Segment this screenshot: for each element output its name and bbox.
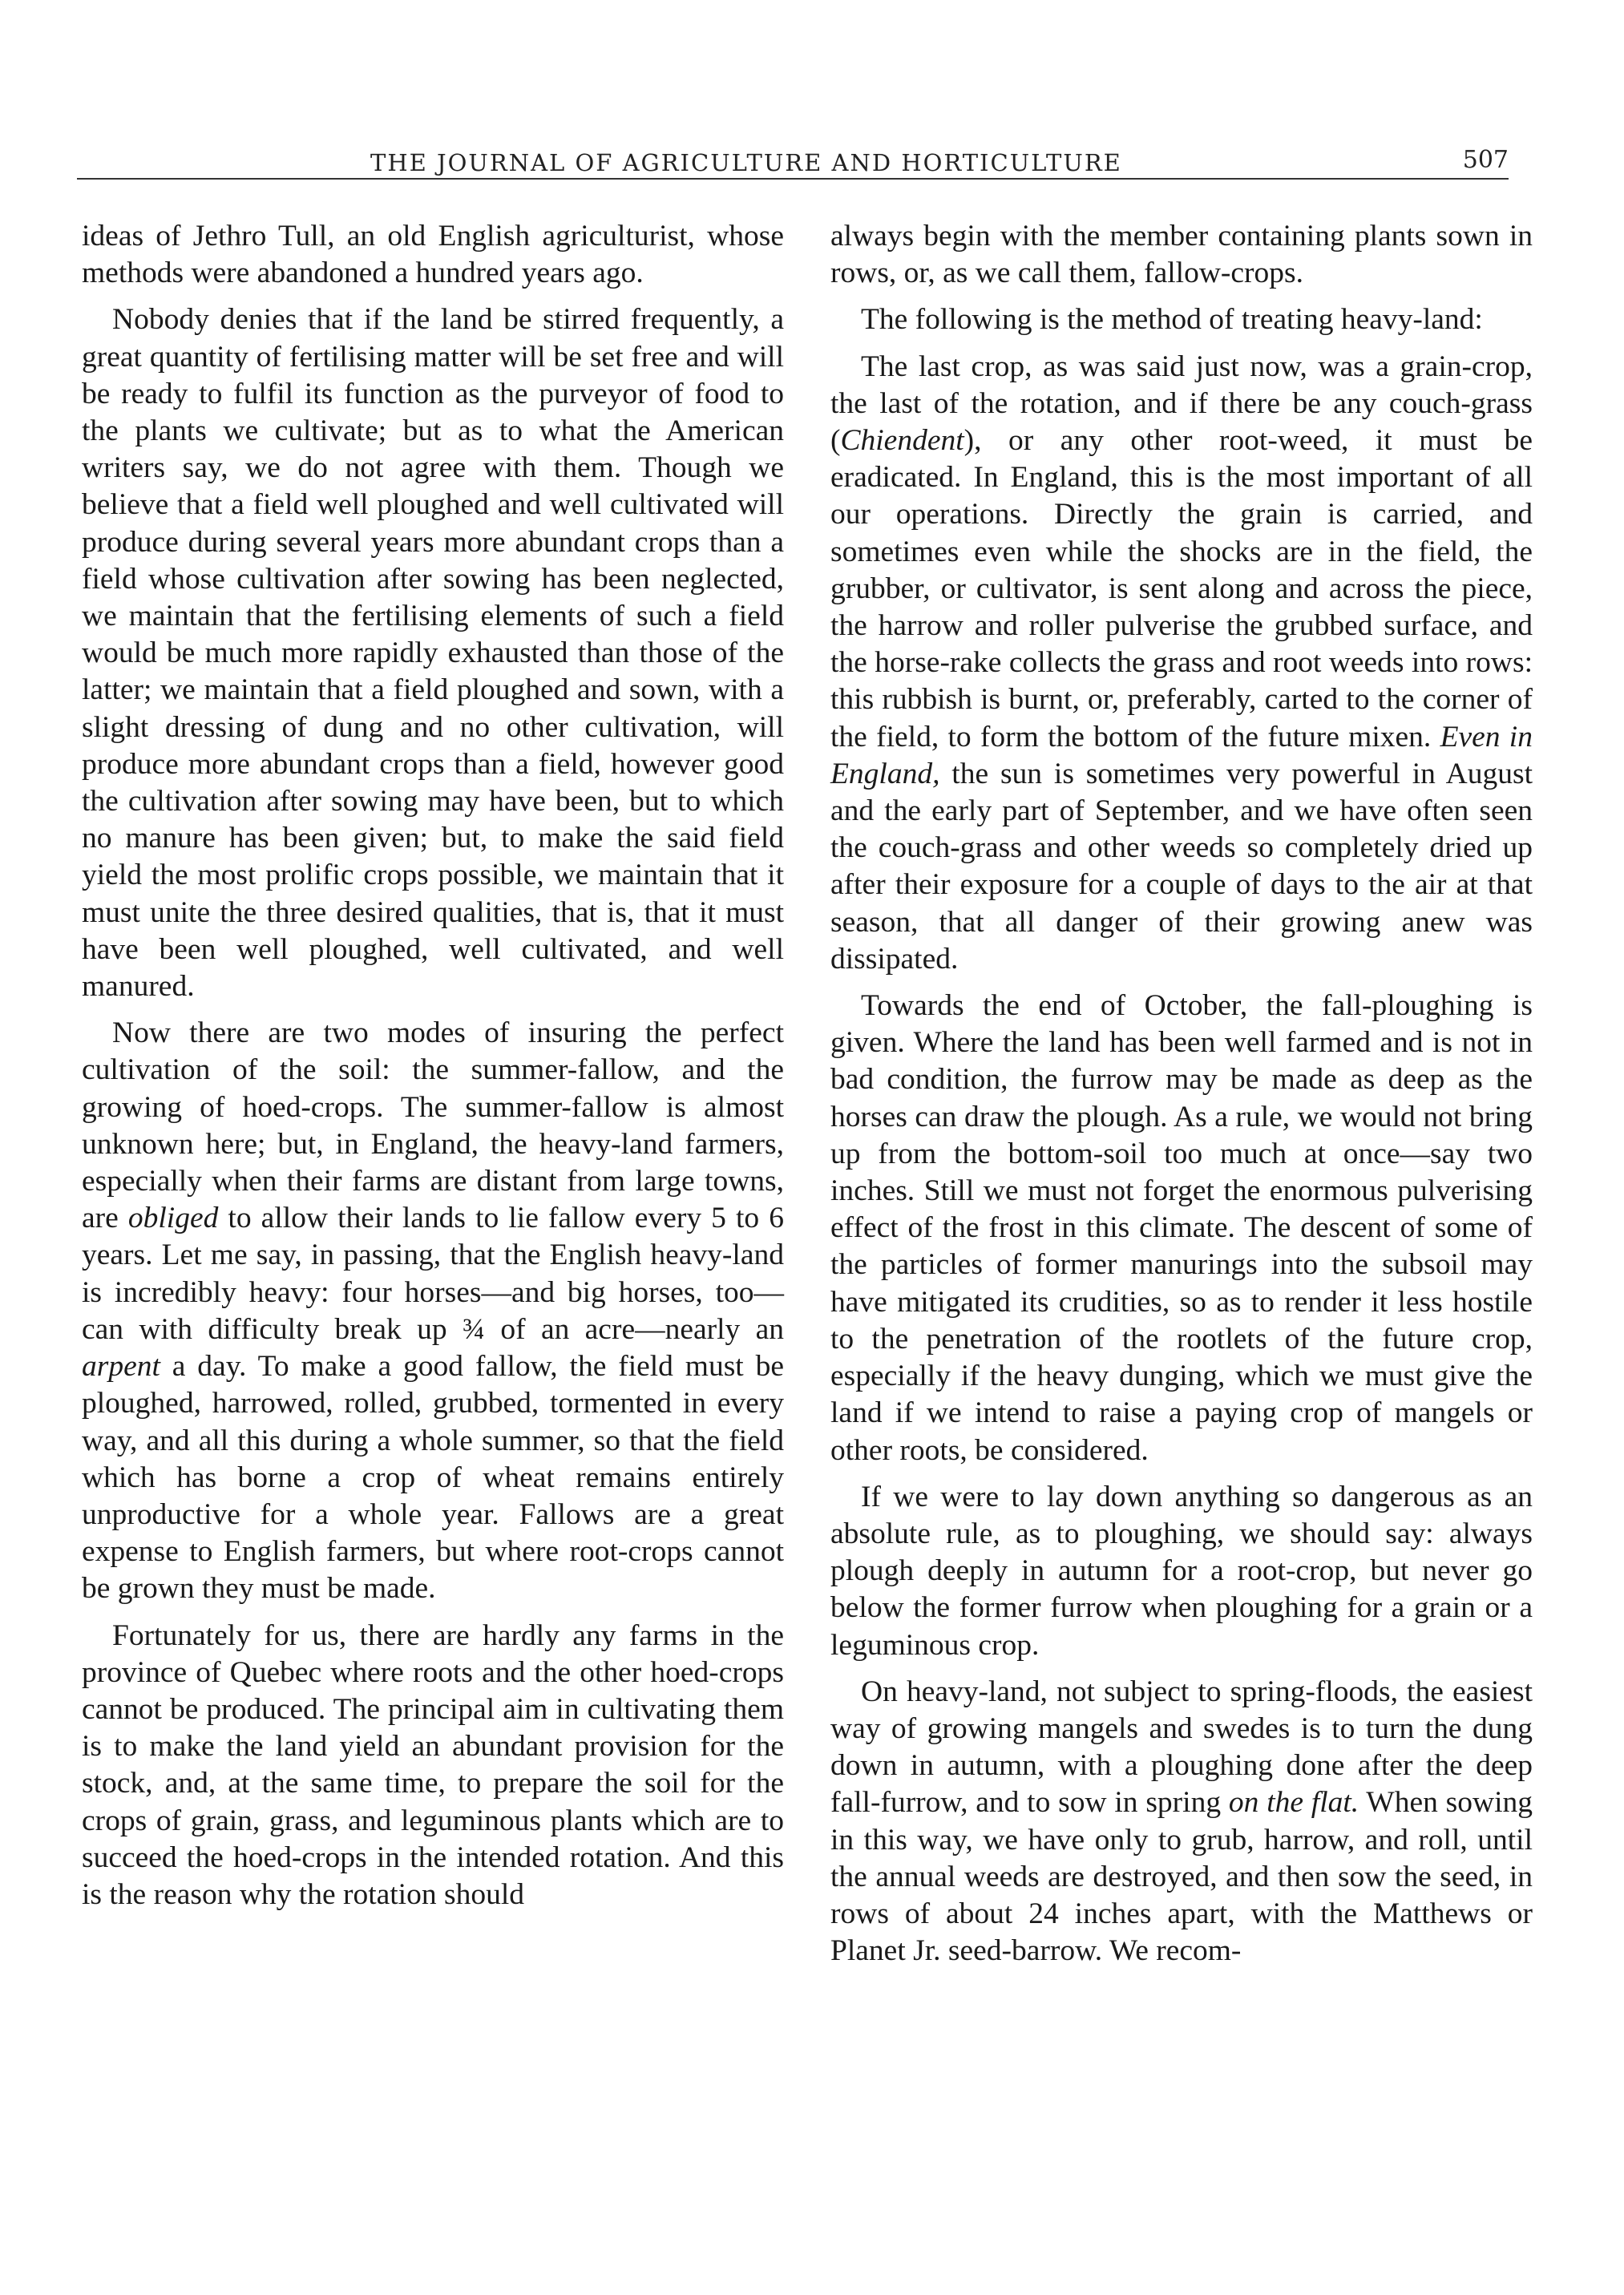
text-run: the sun is sometimes very powerful in August and the early part of September, and we have often seen the couch-grass and other weeds so completely dried up after their exposure for a couple of days to the air at that season, that all danger of their growing anew was dissipated. <box>830 757 1533 976</box>
paragraph <box>830 1674 1533 1970</box>
paragraph <box>830 349 1533 978</box>
paragraph: If we were to lay down anything so dangerous as an absolute rule, as to ploughing, we should say: always plough deeply in autumn for a root-crop, but never go below the former furrow when ploughing for a grain or a leguminous crop. <box>830 1480 1533 1662</box>
paragraph: Fortunately for us, there are hardly any farms in the province of Quebec where roots and the other hoed-crops cannot be produced. The principal aim in cultivating them is to make the land yield an abundant provision for the stock, and, at the same time, to prepare the soil for the crops of grain, grass, and leguminous plants which are to succeed the hoed-crops in the intended rotation. And this is the reason why the rotation should <box>82 1618 784 1911</box>
italic-text: arpent <box>82 1350 160 1384</box>
running-title: THE JOURNAL OF AGRICULTURE AND HORTICULTURE <box>370 149 1122 176</box>
paragraph: Towards the end of October, the fall-ploughing is given. Where the land has been well farmed and is not in bad condition, the furrow may be made as deep as the horses can draw the plough. As a rule, we would not bring up from the bottom-soil too much at once—say two inches. Still we must not forget the enormous pulverising effect of the frost in this climate. The descent of some of the particles of former manurings into the subsoil may have mitigated its crudities, so as to render it less hostile to the penetration of the rootlets of the future crop, especially if the heavy dunging, which we must give the land if we intend to raise a paying crop of mangels or other roots, be considered. <box>830 989 1533 1467</box>
left-column <box>82 218 784 1913</box>
page-header <box>77 135 1509 183</box>
text-run: Now there are two modes of insuring the perfect cultivation of the soil: the summer-fallow, and the growing of hoed-crops. The summer-fallow is almost unknown here; but, in England, the heavy-land farmers, especially when their farms are distant from large towns, are <box>82 1016 784 1235</box>
italic-text: on the flat. <box>1228 1786 1359 1820</box>
header-rule <box>77 178 1509 180</box>
italic-text: obliged <box>127 1202 219 1235</box>
italic-text: Chiendent <box>840 424 964 458</box>
paragraph: ideas of Jethro Tull, an old English agriculturist, whose methods were abandoned a hundred years ago. <box>82 220 784 290</box>
paragraph <box>82 1015 784 1607</box>
page-number: 507 <box>1462 146 1509 174</box>
italic-text: Even in England, <box>830 720 1533 790</box>
text-run: The last crop, as was said just now, was a grain-crop, the last of the rotation, and if there be any couch-grass ( <box>830 350 1533 458</box>
text-run: On heavy-land, not subject to spring-floods, the easiest way of growing mangels and swedes is to turn the dung down in autumn, with a ploughing done after the deep fall-furrow, and to sow in spring <box>830 1675 1533 1820</box>
paragraph: Nobody denies that if the land be stirred frequently, a great quantity of fertilising matter will be set free and will be ready to fulfil its function as the purveyor of food to the plants we cultivate; but as to what the American writers say, we do not agree with them. Though we believe that a field well ploughed and well cultivated will produce during several years more abundant crops than a field whose cultivation after sowing has been neglected, we maintain that the fertilising elements of such a field would be much more rapidly exhausted than those of the latter; we maintain that a field ploughed and sown, with a slight dressing of dung and no other cultivation, will produce more abundant crops than a field, however good the cultivation after sowing may have been, but to which no manure has been given; but, to make the said field yield the most prolific crops possible, we maintain that it must unite the three desired qualities, that is, that it must have been well ploughed, well cultivated, and well manured. <box>82 303 784 1004</box>
right-column <box>830 218 1533 1970</box>
text-run: ), or any other root-weed, it must be eradicated. In England, this is the most important of all our operations. Directly the grain is carried, and sometimes even while the shocks are in the field, the grubber, or cultivator, is sent along and across the piece, the harrow and roller pulverise the grubbed surface, and the horse-rake collects the grass and root weeds into rows: this rubbish is burnt, or, preferably, carted to the corner of the field, to form the bottom of the future mixen. <box>830 424 1533 754</box>
text-run: to allow their lands to lie fallow every 5 to 6 years. Let me say, in passing, that the English heavy-land is incredibly heavy: four horses—and big horses, too—can with difficulty break up ¾ of an acre—nearly an <box>82 1202 784 1346</box>
paragraph: The following is the method of treating heavy-land: <box>861 303 1483 337</box>
paragraph: always begin with the member containing plants sown in rows, or, as we call them, fallow-crops. <box>830 220 1533 290</box>
text-run: When sowing in this way, we have only to grub, harrow, and roll, until the annual weeds are destroyed, and then sow the seed, in rows of about 24 inches apart, with the Matthews or Planet Jr. seed-barrow. We recom- <box>830 1786 1533 1968</box>
text-run: a day. To make a good fallow, the field must be ploughed, harrowed, rolled, grubbed, tormented in every way, and all this during a whole summer, so that the field which has borne a crop of wheat remains entirely unproductive for a whole year. Fallows are a great expense to English farmers, but where root-crops cannot be grown they must be made. <box>82 1350 784 1606</box>
